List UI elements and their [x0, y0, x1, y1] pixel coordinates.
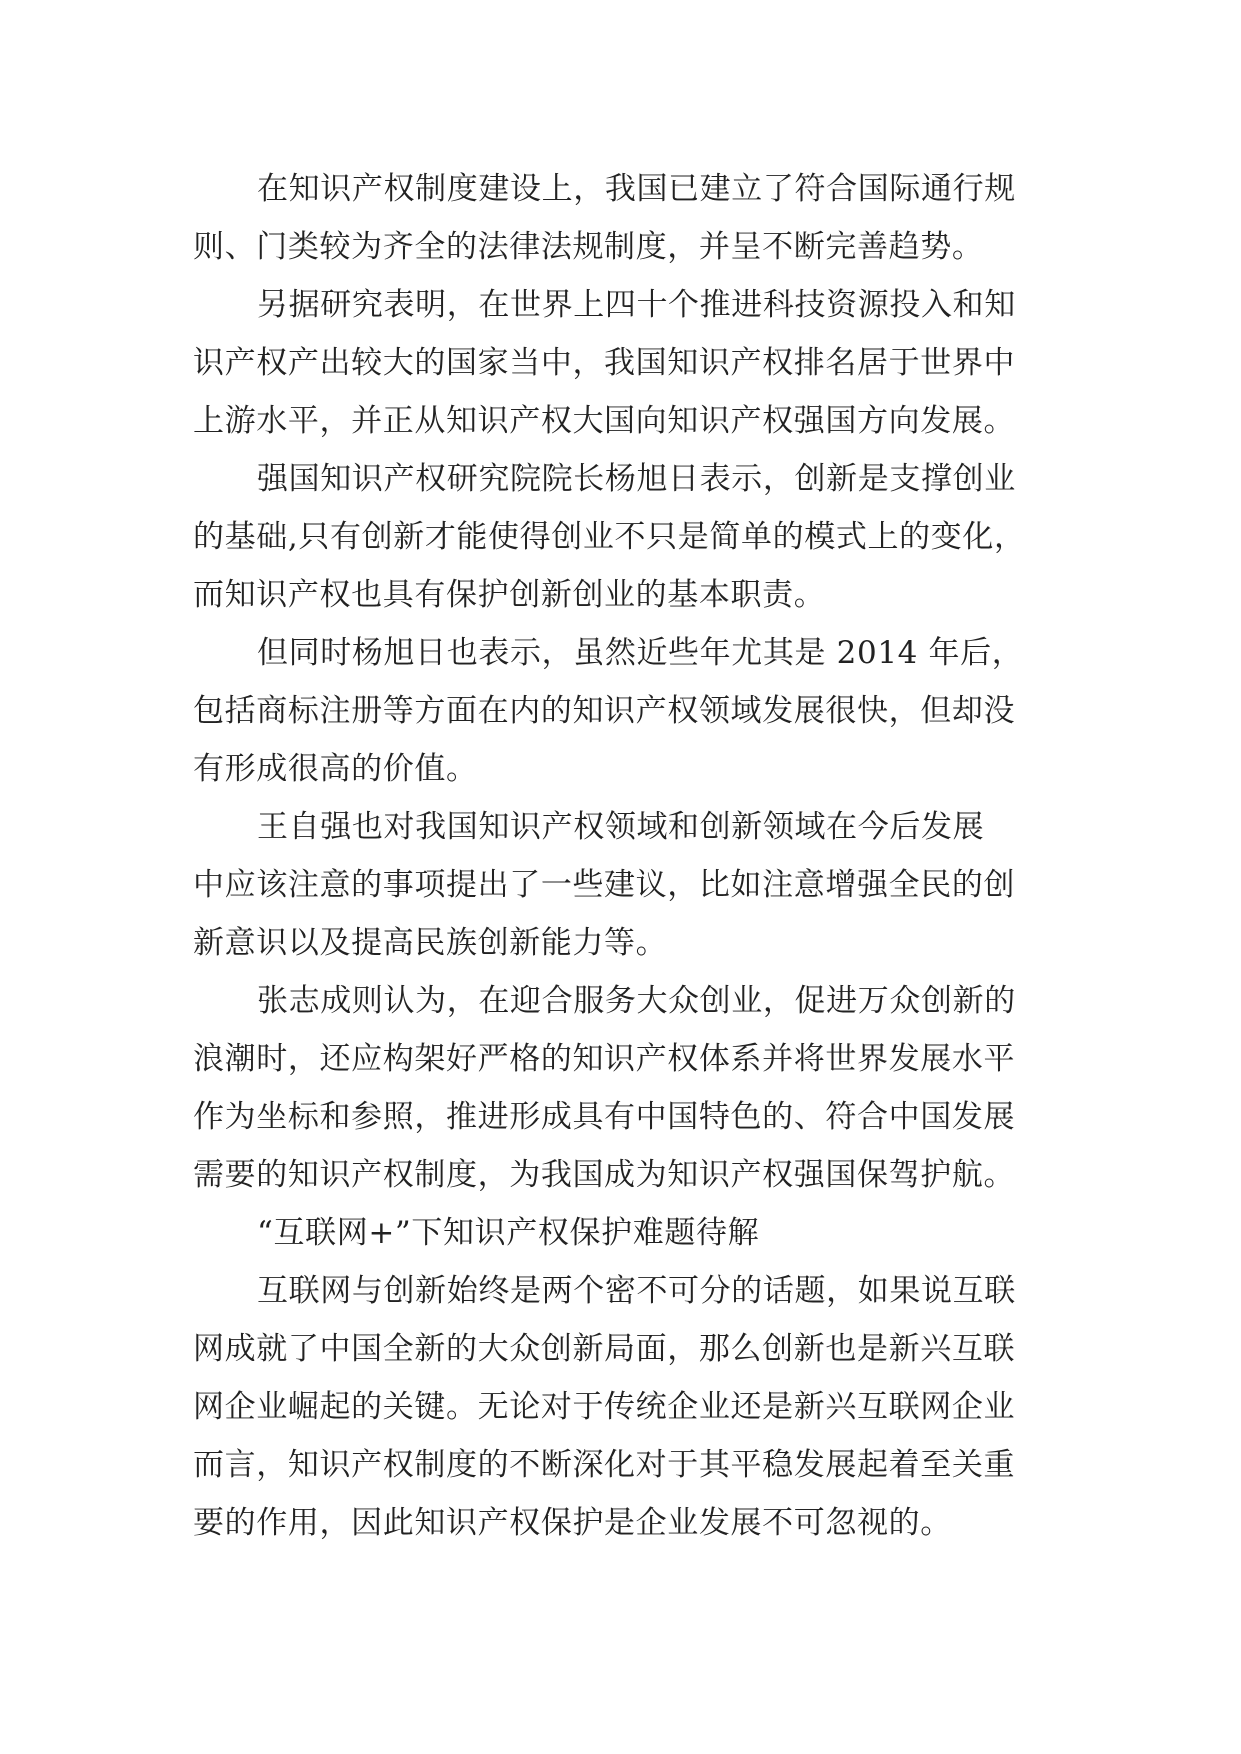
text-line: 则、门类较为齐全的法律法规制度，并呈不断完善趋势。: [193, 229, 984, 265]
text-line: 上游水平，并正从知识产权大国向知识产权强国方向发展。: [193, 403, 1016, 439]
document-body: [193, 160, 1053, 1552]
text-line: 但同时杨旭日也表示，虽然近些年尤其是 2014 年后，: [257, 635, 1024, 671]
paragraph: [193, 160, 1053, 276]
text-line: 需要的知识产权制度，为我国成为知识产权强国保驾护航。: [193, 1157, 1016, 1193]
text-line: 的基础,只有创新才能使得创业不只是简单的模式上的变化，: [193, 519, 1026, 555]
paragraph: [193, 450, 1053, 624]
text-line: 另据研究表明，在世界上四十个推进科技资源投入和知: [257, 287, 1016, 323]
text-line: 张志成则认为，在迎合服务大众创业，促进万众创新的: [257, 983, 1016, 1019]
text-line: 而言，知识产权制度的不断深化对于其平稳发展起着至关重: [193, 1447, 1016, 1483]
text-line: 中应该注意的事项提出了一些建议，比如注意增强全民的创: [193, 867, 1016, 903]
text-line: 而知识产权也具有保护创新创业的基本职责。: [193, 577, 826, 613]
paragraph: [193, 798, 1053, 972]
text-line: 有形成很高的价值。: [193, 751, 478, 787]
text-line: 王自强也对我国知识产权领域和创新领域在今后发展: [257, 809, 985, 845]
text-line: 网成就了中国全新的大众创新局面，那么创新也是新兴互联: [193, 1331, 1016, 1367]
paragraph: [193, 276, 1053, 450]
text-line: 包括商标注册等方面在内的知识产权领域发展很快，但却没: [193, 693, 1016, 729]
heading-line: “互联网+”下知识产权保护难题待解: [257, 1215, 760, 1251]
text-line: 识产权产出较大的国家当中，我国知识产权排名居于世界中: [193, 345, 1016, 381]
paragraph: [193, 972, 1053, 1204]
paragraph: [193, 1262, 1053, 1552]
text-line: 新意识以及提高民族创新能力等。: [193, 925, 668, 961]
text-line: 强国知识产权研究院院长杨旭日表示，创新是支撑创业: [257, 461, 1016, 497]
text-line: 网企业崛起的关键。无论对于传统企业还是新兴互联网企业: [193, 1389, 1016, 1425]
text-line: 互联网与创新始终是两个密不可分的话题，如果说互联: [257, 1273, 1016, 1309]
paragraph: [193, 624, 1053, 798]
text-line: 浪潮时，还应构架好严格的知识产权体系并将世界发展水平: [193, 1041, 1016, 1077]
text-line: 在知识产权制度建设上，我国已建立了符合国际通行规: [257, 171, 1016, 207]
section-heading: [193, 1204, 1053, 1262]
text-line: 要的作用，因此知识产权保护是企业发展不可忽视的。: [193, 1505, 952, 1541]
text-line: 作为坐标和参照，推进形成具有中国特色的、符合中国发展: [193, 1099, 1016, 1135]
